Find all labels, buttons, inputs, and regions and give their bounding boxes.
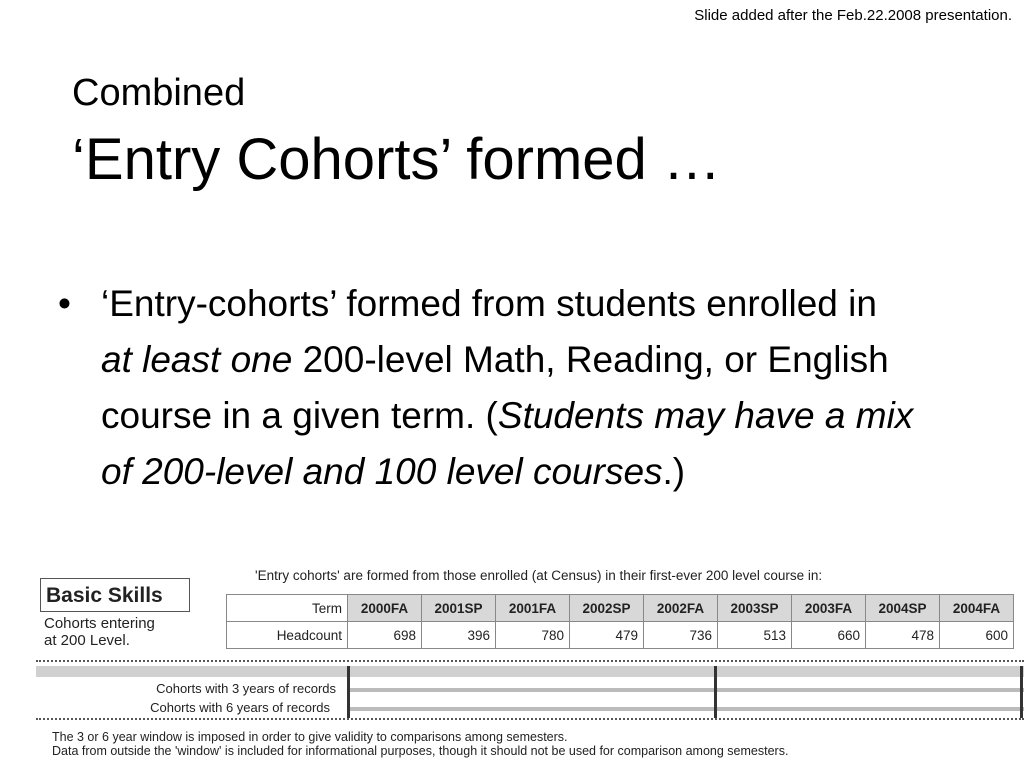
headcount-cell: 479: [570, 622, 644, 649]
cohort-figure: [36, 560, 1024, 768]
term-cell: 2003SP: [718, 595, 792, 622]
subtitle-line-1: Cohorts entering: [44, 615, 155, 632]
headcount-cell: 736: [644, 622, 718, 649]
term-cell: 2004SP: [866, 595, 940, 622]
basic-skills-subtitle: [44, 615, 244, 649]
window-3yr-tick: [714, 666, 717, 718]
window-bar: [36, 666, 1024, 677]
subtitle-line-2: at 200 Level.: [44, 632, 130, 649]
bullet-text-1: ‘Entry-cohorts’ formed from students enrolled in: [101, 283, 877, 324]
bullet-text-4: Students may have a mix of 200-level and 100 level courses: [101, 395, 914, 492]
row-label-6yr: Cohorts with 6 years of records: [150, 700, 330, 715]
bullet-marker: •: [58, 283, 71, 324]
dotted-divider: [36, 718, 1024, 720]
title-line-2: ‘Entry Cohorts’ formed …: [72, 127, 721, 192]
headcount-cell: 698: [348, 622, 422, 649]
bullet-item: [58, 276, 918, 500]
footnote-1: The 3 or 6 year window is imposed in order to give validity to comparisons among semesters.: [52, 730, 568, 744]
term-cell: 2001FA: [496, 595, 570, 622]
headcount-cell: 660: [792, 622, 866, 649]
term-cell: 2002FA: [644, 595, 718, 622]
term-cell: 2003FA: [792, 595, 866, 622]
figure-header: 'Entry cohorts' are formed from those enrolled (at Census) in their first-ever 200 level course in:: [255, 568, 823, 583]
term-label: Term: [227, 595, 348, 622]
basic-skills-box: Basic Skills: [40, 578, 190, 612]
bullet-text: [101, 276, 918, 500]
dotted-divider: [36, 660, 1024, 662]
headcount-cell: 600: [940, 622, 1014, 649]
headcount-row: [227, 622, 1014, 649]
window-end-tick: [1020, 666, 1023, 718]
cohort-table: [226, 594, 1014, 649]
title-line-1: Combined: [72, 72, 246, 114]
slide-note: Slide added after the Feb.22.2008 presentation.: [694, 7, 1012, 24]
bullet-text-5: .): [662, 451, 686, 492]
headcount-cell: 513: [718, 622, 792, 649]
bullet-text-2: at least one: [101, 339, 293, 380]
term-cell: 2004FA: [940, 595, 1014, 622]
track-6yr: [348, 707, 1024, 711]
footnote-2: Data from outside the 'window' is included for informational purposes, though it should not be used for comparison among semesters.: [52, 744, 789, 758]
headcount-cell: 478: [866, 622, 940, 649]
term-row: [227, 595, 1014, 622]
term-cell: 2001SP: [422, 595, 496, 622]
headcount-cell: 396: [422, 622, 496, 649]
headcount-cell: 780: [496, 622, 570, 649]
headcount-label: Headcount: [227, 622, 348, 649]
term-cell: 2002SP: [570, 595, 644, 622]
row-label-3yr: Cohorts with 3 years of records: [156, 681, 336, 696]
window-start-tick: [347, 666, 350, 718]
track-3yr: [348, 688, 1024, 692]
term-cell: 2000FA: [348, 595, 422, 622]
bullet-text-3: 200-level Math, Reading, or English course in a given term. (: [101, 339, 889, 436]
